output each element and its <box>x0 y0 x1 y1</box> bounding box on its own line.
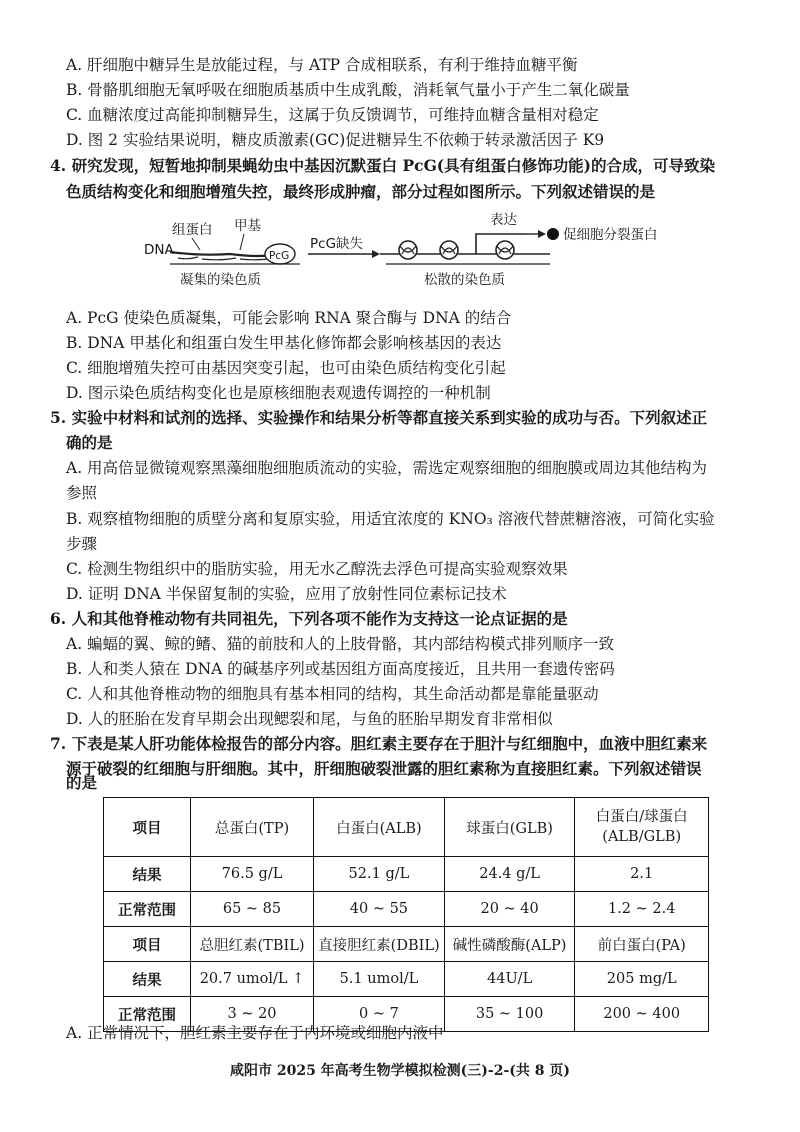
q4-stem-line-1: 4. 研究发现，短暂地抑制果蝇幼虫中基因沉默蛋白 PcG(具有组蛋白修饰功能)的合成，可导致染 <box>50 156 715 175</box>
table-cell: 正常范围 <box>104 892 191 927</box>
nucleosome-2 <box>440 241 458 259</box>
table-cell: 球蛋白(GLB) <box>444 798 575 857</box>
table-cell: 65 ~ 85 <box>191 892 314 927</box>
table-cell: 碱性磷酸酶(ALP) <box>444 927 575 962</box>
q3-option-b: B. 骨骼肌细胞无氧呼吸在细胞质基质中生成乳酸，消耗氧气量小于产生二氧化碳量 <box>66 81 630 99</box>
pcg-loss-label: PcG缺失 <box>310 236 364 252</box>
q6-option-c: C. 人和其他脊椎动物的细胞具有基本相同的结构，其生命活动都是靠能量驱动 <box>66 685 599 703</box>
table-row <box>104 962 709 997</box>
q5-option-b: B. 观察植物细胞的质壁分离和复原实验，用适宜浓度的 KNO₃ 溶液代替蔗糖溶液，可简化实验 <box>66 510 715 528</box>
q7-stem-line-1: 7. 下表是某人肝功能体检报告的部分内容。胆红素主要存在于胆汁与红细胞中，血液中胆红素来 <box>50 734 708 753</box>
q4-option-c: C. 细胞增殖失控可由基因突变引起，也可由染色质结构变化引起 <box>66 359 506 377</box>
table-cell: 200 ~ 400 <box>575 997 709 1032</box>
table-cell: 3 ~ 20 <box>191 997 314 1032</box>
methyl-label: 甲基 <box>234 218 261 234</box>
table-cell: 总胆红素(TBIL) <box>191 927 314 962</box>
histone-label: 组蛋白 <box>172 222 213 238</box>
dna-label: DNA <box>144 242 174 258</box>
table-cell: 76.5 g/L <box>191 857 314 892</box>
table-cell: 前白蛋白(PA) <box>575 927 709 962</box>
condensed-dna-texture <box>178 257 274 260</box>
express-label: 表达 <box>490 212 517 228</box>
chromatin-figure <box>140 210 700 306</box>
table-cell: 正常范围 <box>104 997 191 1032</box>
table-cell: 20.7 umol/L ↑ <box>191 962 314 997</box>
table-cell: 2.1 <box>575 857 709 892</box>
table-cell: 205 mg/L <box>575 962 709 997</box>
pcg-loss-arrow-head <box>372 250 380 258</box>
table-cell: 结果 <box>104 962 191 997</box>
page-footer: 咸阳市 2025 年高考生物学模拟检测(三)-2-(共 8 页) <box>229 1063 571 1079</box>
table-cell: 20 ~ 40 <box>444 892 575 927</box>
q5-option-d: D. 证明 DNA 半保留复制的实验，应用了放射性同位素标记技术 <box>66 585 507 603</box>
table-cell: 白蛋白/球蛋白(ALB/GLB) <box>575 798 709 857</box>
q5-option-a: A. 用高倍显微镜观察黑藻细胞细胞质流动的实验，需选定观察细胞的细胞膜或周边其他结构为 <box>66 459 708 477</box>
table-cell: 总蛋白(TP) <box>191 798 314 857</box>
table-cell: 直接胆红素(DBIL) <box>314 927 445 962</box>
table-row <box>104 798 709 857</box>
nucleosome-1 <box>399 241 417 259</box>
table-cell: 35 ~ 100 <box>444 997 575 1032</box>
table-cell: 0 ~ 7 <box>314 997 445 1032</box>
table-cell: 项目 <box>104 927 191 962</box>
q6-option-b: B. 人和类人猿在 DNA 的碱基序列或基因组方面高度接近，且共用一套遗传密码 <box>66 660 615 678</box>
table-cell: 白蛋白(ALB) <box>314 798 445 857</box>
table-cell: 1.2 ~ 2.4 <box>575 892 709 927</box>
table-cell: 52.1 g/L <box>314 857 445 892</box>
q5-stem-line-2: 确的是 <box>66 433 113 452</box>
condensed-chromatin-label: 凝集的染色质 <box>180 272 261 288</box>
q7-option-a: A. 正常情况下，胆红素主要存在于内环境或细胞内液中 <box>66 1024 444 1042</box>
q4-stem-line-2: 色质结构变化和细胞增殖失控，最终形成肿瘤，部分过程如图所示。下列叙述错误的是 <box>66 182 656 201</box>
q4-option-b: B. DNA 甲基化和组蛋白发生甲基化修饰都会影响核基因的表达 <box>66 334 502 352</box>
expression-arrow-head <box>538 230 546 238</box>
q3-option-c: C. 血糖浓度过高能抑制糖异生，这属于负反馈调节，可维持血糖含量相对稳定 <box>66 106 599 124</box>
condensed-dna-strand <box>170 252 280 256</box>
q5-option-c: C. 检测生物组织中的脂肪实验，用无水乙醇洗去浮色可提高实验观察效果 <box>66 560 568 578</box>
table-row <box>104 927 709 962</box>
pcg-label: PcG <box>269 250 290 262</box>
table-cell: 40 ~ 55 <box>314 892 445 927</box>
q6-option-d: D. 人的胚胎在发育早期会出现鳃裂和尾，与鱼的胚胎早期发育非常相似 <box>66 710 553 728</box>
q6-stem: 6. 人和其他脊椎动物有共同祖先，下列各项不能作为支持这一论点证据的是 <box>50 609 568 628</box>
q5-stem-line-1: 5. 实验中材料和试剂的选择、实验操作和结果分析等都直接关系到实验的成功与否。下列叙述正 <box>50 408 708 427</box>
liver-function-table <box>103 797 709 1032</box>
q5-option-a-cont: 参照 <box>66 484 98 502</box>
loose-chromatin-label: 松散的染色质 <box>424 272 505 288</box>
q3-option-d: D. 图 2 实验结果说明，糖皮质激素(GC)促进糖异生不依赖于转录激活因子 K9 <box>66 131 605 149</box>
table-row <box>104 857 709 892</box>
table-row <box>104 892 709 927</box>
q7-stem-line-2: 源于破裂的红细胞与肝细胞。其中，肝细胞破裂泄露的胆红素称为直接胆红素。下列叙述错误 <box>66 759 702 778</box>
table-cell: 5.1 umol/L <box>314 962 445 997</box>
histone-pointer <box>192 238 200 250</box>
q6-option-a: A. 蝙蝠的翼、鲸的鳍、猫的前肢和人的上肢骨骼，其内部结构模式排列顺序一致 <box>66 635 615 653</box>
table-cell: 24.4 g/L <box>444 857 575 892</box>
q4-option-d: D. 图示染色质结构变化也是原核细胞表观遗传调控的一种机制 <box>66 384 491 402</box>
nucleosome-3 <box>496 241 514 259</box>
methyl-pointer <box>240 234 244 250</box>
table-cell: 44U/L <box>444 962 575 997</box>
q5-option-b-cont: 步骤 <box>66 535 98 553</box>
q4-option-a: A. PcG 使染色质凝集，可能会影响 RNA 聚合酶与 DNA 的结合 <box>66 309 512 327</box>
table-cell: 项目 <box>104 798 191 857</box>
q7-stem-line-3: 的是 <box>66 773 98 792</box>
product-label: 促细胞分裂蛋白 <box>563 227 658 243</box>
protein-dot <box>547 228 559 240</box>
q3-option-a: A. 肝细胞中糖异生是放能过程，与 ATP 合成相联系，有利于维持血糖平衡 <box>66 56 578 74</box>
table-cell: 结果 <box>104 857 191 892</box>
